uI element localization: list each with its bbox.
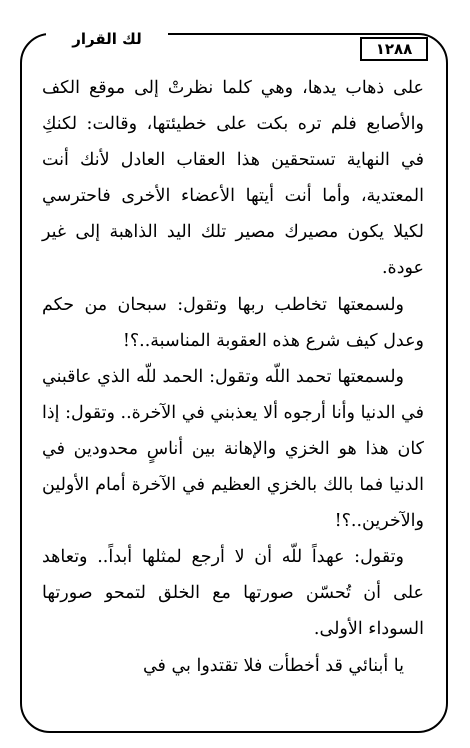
paragraph-1: على ذهاب يدها، وهي كلما نظرتْ إلى موقع الكف والأصابع فلم تره بكت على خطيئتها، وقالت: لكنكِ في النهاية تستحقين هذا العقاب العادل لأنك أنت المعتدية، وأما أنت أيتها الأعضاء الأخرى فاحترسي لكيلا يكون مصيرك مصير تلك اليد الذاهبة إلى غير عودة. bbox=[42, 78, 424, 279]
paragraph-3: ولسمعتها تحمد اللّه وتقول: الحمد للّه الذي عاقبني في الدنيا وأنا أرجوه ألا يعذبني في الآخرة.. وتقول: إذا كان هذا هو الخزي والإهانة بين أناسٍ محدودين في الدنيا فما بالك بالخزي العظيم في الآخرة أمام الأولين والآخرين..؟! bbox=[42, 366, 424, 532]
running-header-title: لك القرار bbox=[46, 28, 168, 50]
body-text bbox=[42, 70, 424, 684]
page-number: ١٢٨٨ bbox=[360, 37, 428, 61]
paragraph-4: وتقول: عهداً للّه أن لا أرجع لمثلها أبداً.. وتعاهد على أن تُحسّن صورتها مع الخلق لتمحو صورتها السوداء الأولى. bbox=[42, 547, 424, 640]
paragraph-2: ولسمعتها تخاطب ربها وتقول: سبحان من حكم وعدل كيف شرع هذه العقوبة المناسبة..؟! bbox=[42, 294, 424, 351]
paragraph-5: يا أبنائي قد أخطأت فلا تقتدوا بي في bbox=[142, 655, 404, 676]
